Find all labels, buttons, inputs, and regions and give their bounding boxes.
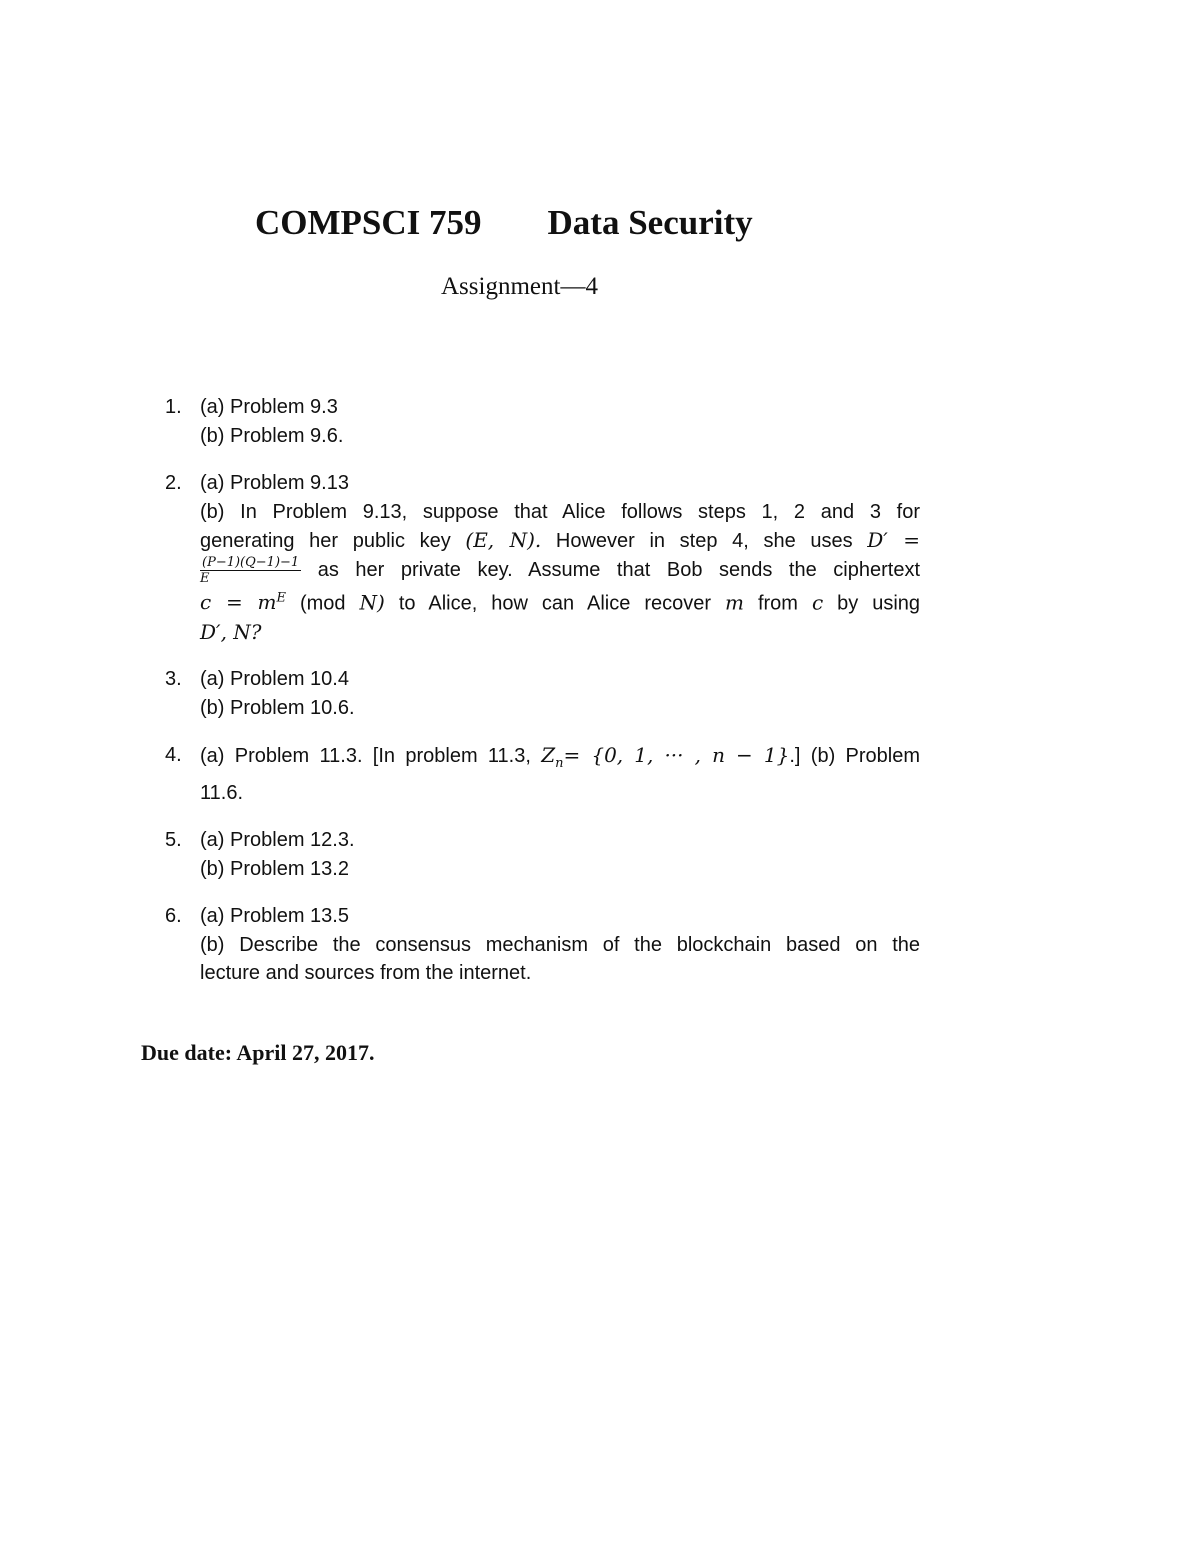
document-title [255, 203, 753, 243]
problem-3b: (b) Problem 10.6. [200, 696, 355, 719]
problem-3a: (a) Problem 10.4 [200, 668, 349, 691]
problem-5 [165, 826, 920, 883]
fraction-numerator: (P−1)(Q−1)−1 [202, 554, 300, 570]
problem-3 [165, 665, 920, 722]
problem-2b-line-1: (b) In Problem 9.13, suppose that Alice follows steps 1, 2 and 3 for [200, 500, 920, 523]
assignment-label: Assignment—4 [441, 273, 598, 300]
due-date: Due date: April 27, 2017. [141, 1040, 375, 1065]
problem-5a: (a) Problem 12.3. [200, 829, 355, 852]
problem-number: 6. [165, 905, 182, 928]
problem-5b: (b) Problem 13.2 [200, 857, 349, 880]
problem-1a: (a) Problem 9.3 [200, 396, 338, 418]
private-key-fraction [200, 556, 301, 585]
problem-2 [165, 469, 920, 646]
fraction-denominator: E [200, 570, 210, 586]
ciphertext-math: $c = m^E$ [200, 590, 286, 615]
problem-6 [165, 902, 920, 988]
problem-1b: (b) Problem 9.6. [200, 424, 344, 447]
problem-number: 3. [165, 668, 182, 691]
problem-2b-line-4: $c = m^E$ (mod N) to Alice, how can Alice recover m from c by using [200, 590, 921, 615]
problem-1 [165, 393, 920, 450]
problem-6a: (a) Problem 13.5 [200, 905, 349, 928]
problem-4 [165, 741, 920, 807]
problem-number: 1. [165, 396, 182, 418]
problem-number: 4. [165, 744, 182, 767]
problem-number: 2. [165, 472, 182, 494]
zn-math: $Z_n$ [541, 743, 564, 772]
course-code: COMPSCI 759 [255, 203, 482, 242]
problem-number: 5. [165, 829, 182, 852]
problem-4-line-2: 11.6. [200, 781, 243, 804]
problem-6b-line-2: lecture and sources from the internet. [200, 962, 532, 985]
problem-6b-line-1: (b) Describe the consensus mechanism of the blockchain based on the [200, 933, 920, 956]
problem-2b-line-5: D′, N? [200, 619, 262, 644]
problem-list [165, 393, 920, 1007]
problem-2b-line-2: generating her public key (E, N). However in step 4, she uses D′ = [200, 528, 921, 552]
d-prime-math: D′ = [867, 528, 921, 552]
public-key-math: (E, N). [465, 528, 542, 552]
problem-2a: (a) Problem 9.13 [200, 472, 349, 494]
course-subject: Data Security [547, 203, 753, 242]
problem-4-line-1: (a) Problem 11.3. [In problem 11.3, $Z_n= \{0$, 1, ··· , n − 1}.] (b) Problem [200, 743, 921, 772]
problem-2b-line-3: $\frac{(P-1)(Q-1)-1}{E}$ as her private key. Assume that Bob sends the ciphertext [200, 554, 920, 586]
